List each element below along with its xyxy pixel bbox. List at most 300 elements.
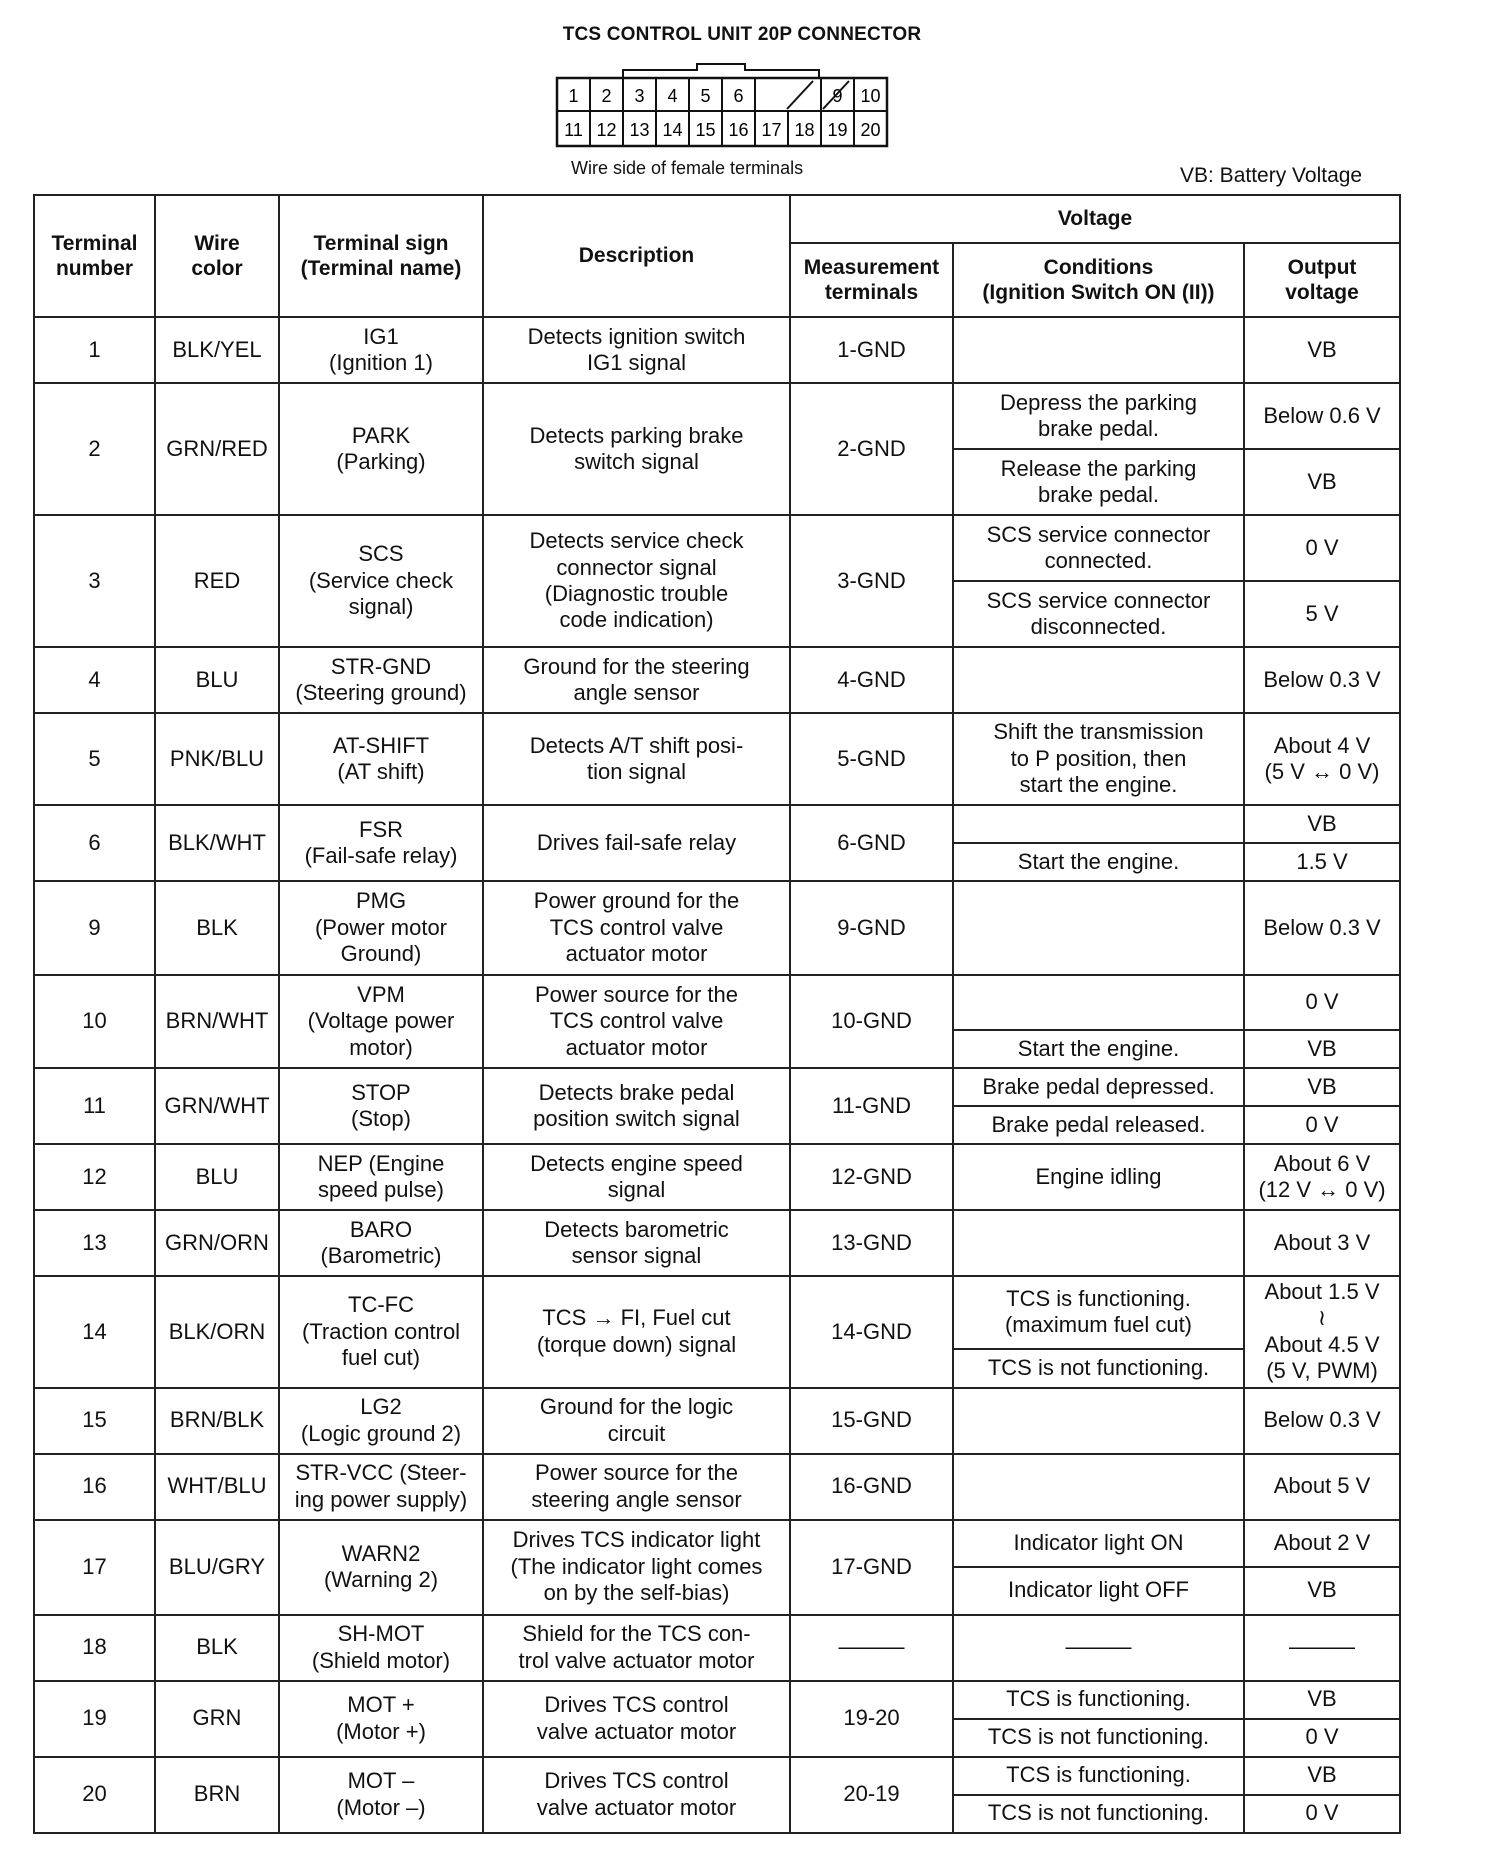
output-voltage-cell xyxy=(1244,881,1400,975)
cell-line: IG1 xyxy=(363,323,399,349)
measurement-cell: 17-GND xyxy=(790,1520,953,1615)
terminal-sign-cell xyxy=(279,1144,483,1210)
measurement-cell: 20-19 xyxy=(790,1757,953,1833)
cell-line: start the engine. xyxy=(1019,772,1178,798)
condition-cell xyxy=(953,1030,1244,1068)
cell-line: to P position, then xyxy=(1010,745,1187,771)
cell-line: (Motor –) xyxy=(336,1794,426,1820)
output-voltage-cell xyxy=(1244,1757,1400,1795)
output-voltage-cell xyxy=(1244,317,1400,383)
description-cell xyxy=(483,1615,790,1681)
cell-line: About 6 V xyxy=(1273,1150,1371,1176)
cell-line: Detects parking brake xyxy=(529,422,744,448)
cell-line: LG2 xyxy=(360,1394,402,1420)
cell-line: BARO xyxy=(349,1216,413,1242)
cell-line: VB xyxy=(1307,810,1337,836)
terminal-number-cell: 14 xyxy=(34,1276,155,1388)
wire-color-cell: BLK/YEL xyxy=(155,317,279,383)
terminal-number-cell: 13 xyxy=(34,1210,155,1276)
terminal-number-cell: 1 xyxy=(34,317,155,383)
cell-line: Power source for the xyxy=(535,1460,738,1486)
measurement-cell: 13-GND xyxy=(790,1210,953,1276)
wire-color-cell: BLK/ORN xyxy=(155,1276,279,1388)
cell-line: VB xyxy=(1307,1073,1337,1099)
cell-line: Release the parking xyxy=(1000,455,1197,481)
wire-color-cell: BLK xyxy=(155,1615,279,1681)
wire-color-cell: BLU/GRY xyxy=(155,1520,279,1615)
condition-cell xyxy=(953,581,1244,647)
condition-cell xyxy=(953,975,1244,1030)
measurement-cell: 2-GND xyxy=(790,383,953,515)
connector-pin-label: 19 xyxy=(827,120,848,140)
wire-color-cell: GRN/WHT xyxy=(155,1068,279,1144)
cell-line: sensor signal xyxy=(571,1243,702,1268)
cell-line: Detects barometric xyxy=(544,1216,729,1242)
cell-line: ing power supply) xyxy=(294,1486,468,1512)
cell-line: (Voltage power xyxy=(307,1008,455,1034)
condition-cell xyxy=(953,1388,1244,1454)
cell-line: (Traction control xyxy=(301,1318,461,1344)
output-voltage-cell xyxy=(1244,1388,1400,1454)
cell-line: WARN2 xyxy=(341,1540,421,1566)
wire-color-cell: BRN xyxy=(155,1757,279,1833)
cell-line: VB xyxy=(1307,336,1337,362)
cell-line: AT-SHIFT xyxy=(332,732,430,758)
cell-line: Depress the parking xyxy=(1000,389,1197,415)
terminal-number-cell: 11 xyxy=(34,1068,155,1144)
terminal-sign-cell xyxy=(279,1681,483,1757)
description-cell xyxy=(483,1388,790,1454)
cell-line: PMG xyxy=(355,888,407,914)
cell-line: code indication) xyxy=(559,607,714,633)
header-output: Output voltage xyxy=(1244,243,1400,317)
connector-pin-label: 18 xyxy=(794,120,815,140)
cell-line: Shift the transmission xyxy=(993,719,1204,745)
condition-cell xyxy=(953,881,1244,975)
connector-pin-label: 9 xyxy=(832,86,843,106)
cell-line: Detects A/T shift posi- xyxy=(529,732,744,758)
connector-pin-label: 14 xyxy=(662,120,683,140)
cell-line: TCS → FI, Fuel cut xyxy=(542,1305,731,1331)
cell-line: About 4.5 V xyxy=(1264,1331,1380,1357)
cell-line: 0 V xyxy=(1305,1111,1339,1137)
description-cell xyxy=(483,713,790,805)
output-voltage-cell xyxy=(1244,1030,1400,1068)
vb-legend: VB: Battery Voltage xyxy=(1180,164,1363,187)
cell-line: MOT – xyxy=(347,1768,415,1794)
cell-line: 0 V xyxy=(1305,1724,1339,1750)
cell-line: TCS is not functioning. xyxy=(987,1724,1210,1750)
wire-color-cell: GRN xyxy=(155,1681,279,1757)
cell-line: Ground for the steering xyxy=(523,653,750,679)
cell-line: (Power motor xyxy=(314,914,448,940)
output-voltage-cell xyxy=(1244,1106,1400,1144)
output-voltage-cell xyxy=(1244,1144,1400,1210)
cell-line: (Ignition 1) xyxy=(329,350,433,375)
connector-pin-label: 12 xyxy=(596,120,617,140)
cell-line: (Shield motor) xyxy=(311,1647,451,1673)
cell-line: ——— xyxy=(1065,1634,1132,1660)
cell-line: IG1 signal xyxy=(586,350,687,375)
cell-line: (Warning 2) xyxy=(323,1567,439,1593)
cell-line: Detects brake pedal xyxy=(538,1079,735,1105)
condition-cell xyxy=(953,1719,1244,1757)
cell-line: (Parking) xyxy=(336,449,426,474)
condition-cell xyxy=(953,1144,1244,1210)
condition-cell xyxy=(953,515,1244,581)
cell-line: connected. xyxy=(1044,548,1153,573)
cell-line: (Fail-safe relay) xyxy=(304,843,458,868)
cell-line: Power ground for the xyxy=(533,888,740,914)
cell-line: STR-GND xyxy=(330,653,432,679)
condition-cell xyxy=(953,1520,1244,1567)
connector-pin-label: 11 xyxy=(564,120,583,140)
cell-line: (Service check xyxy=(308,567,454,593)
cell-line: Ground for the logic xyxy=(539,1394,734,1420)
wire-color-cell: PNK/BLU xyxy=(155,713,279,805)
measurement-cell: 5-GND xyxy=(790,713,953,805)
table-row xyxy=(34,1210,1400,1276)
wire-color-cell: WHT/BLU xyxy=(155,1454,279,1520)
cell-line: TC-FC xyxy=(348,1292,414,1318)
output-voltage-cell xyxy=(1244,1567,1400,1615)
description-cell xyxy=(483,317,790,383)
cell-line: trol valve actuator motor xyxy=(518,1647,755,1673)
description-cell xyxy=(483,647,790,713)
cell-line: About 2 V xyxy=(1273,1529,1371,1555)
condition-cell xyxy=(953,1757,1244,1795)
cell-line: 0 V xyxy=(1305,1800,1339,1826)
terminal-sign-cell xyxy=(279,647,483,713)
description-cell xyxy=(483,1210,790,1276)
table-row xyxy=(34,383,1400,449)
cell-line: tion signal xyxy=(586,759,687,784)
header-measurement: Measurement terminals xyxy=(790,243,953,317)
cell-line: Below 0.3 V xyxy=(1263,666,1381,692)
cell-line: Indicator light ON xyxy=(1013,1529,1184,1555)
cell-line: PARK xyxy=(351,422,411,448)
connector-pin-label: 16 xyxy=(728,120,749,140)
terminal-table xyxy=(33,194,1401,1834)
cell-line: TCS control valve xyxy=(549,914,724,940)
table-row xyxy=(34,1615,1400,1681)
cell-line: disconnected. xyxy=(1030,614,1167,639)
description-cell xyxy=(483,881,790,975)
terminal-sign-cell xyxy=(279,1210,483,1276)
terminal-sign-cell xyxy=(279,975,483,1068)
description-cell xyxy=(483,383,790,515)
table-row xyxy=(34,713,1400,805)
cell-line: Drives TCS indicator light xyxy=(512,1527,761,1553)
cell-line: TCS control valve xyxy=(549,1008,724,1034)
cell-line: actuator motor xyxy=(565,941,708,967)
cell-line: VPM xyxy=(357,981,405,1007)
table-row xyxy=(34,515,1400,581)
output-voltage-cell xyxy=(1244,647,1400,713)
cell-line: Below 0.3 V xyxy=(1263,914,1381,940)
terminal-sign-cell xyxy=(279,1454,483,1520)
measurement-cell: 6-GND xyxy=(790,805,953,881)
connector-pin-label: 3 xyxy=(634,86,645,106)
output-voltage-cell xyxy=(1244,713,1400,805)
wire-color-cell: RED xyxy=(155,515,279,647)
cell-line: Brake pedal released. xyxy=(991,1111,1206,1137)
condition-cell xyxy=(953,1615,1244,1681)
cell-line: valve actuator motor xyxy=(536,1794,737,1820)
cell-line: brake pedal. xyxy=(1037,482,1160,507)
cell-line: (torque down) signal xyxy=(536,1331,737,1357)
connector-pin-label: 13 xyxy=(629,120,650,140)
condition-cell xyxy=(953,317,1244,383)
condition-cell xyxy=(953,1349,1244,1388)
output-voltage-cell xyxy=(1244,1210,1400,1276)
terminal-number-cell: 10 xyxy=(34,975,155,1068)
cell-line: Shield for the TCS con- xyxy=(522,1621,751,1647)
measurement-cell: 12-GND xyxy=(790,1144,953,1210)
cell-line: fuel cut) xyxy=(341,1344,421,1370)
output-voltage-cell xyxy=(1244,1454,1400,1520)
measurement-cell: 4-GND xyxy=(790,647,953,713)
terminal-sign-cell xyxy=(279,1520,483,1615)
condition-cell xyxy=(953,1795,1244,1833)
terminal-sign-cell xyxy=(279,1068,483,1144)
terminal-sign-cell xyxy=(279,1276,483,1388)
terminal-sign-cell xyxy=(279,317,483,383)
description-cell xyxy=(483,1454,790,1520)
output-voltage-cell xyxy=(1244,383,1400,449)
cell-line: About 5 V xyxy=(1273,1473,1371,1499)
cell-line: SCS service connector xyxy=(986,521,1211,547)
measurement-cell: ——— xyxy=(790,1615,953,1681)
table-row xyxy=(34,1757,1400,1795)
cell-line: Drives TCS control xyxy=(544,1692,729,1718)
cell-line: Power source for the xyxy=(535,981,738,1007)
cell-line: 0 V xyxy=(1305,989,1339,1015)
cell-line: VB xyxy=(1307,1577,1337,1603)
measurement-cell: 14-GND xyxy=(790,1276,953,1388)
cell-line: TCS is functioning. xyxy=(1006,1285,1191,1311)
header-description: Description xyxy=(483,195,790,317)
cell-line: About 3 V xyxy=(1273,1229,1371,1255)
connector-pin-label: 5 xyxy=(700,86,711,106)
terminal-number-cell: 9 xyxy=(34,881,155,975)
cell-line: MOT + xyxy=(347,1692,415,1718)
description-cell xyxy=(483,515,790,647)
output-voltage-cell xyxy=(1244,581,1400,647)
cell-line: on by the self-bias) xyxy=(543,1580,730,1606)
output-voltage-cell xyxy=(1244,1681,1400,1719)
cell-line: 0 V xyxy=(1305,534,1339,560)
cell-line: SCS xyxy=(358,541,404,567)
cell-line: Start the engine. xyxy=(1017,1035,1180,1061)
cell-line: brake pedal. xyxy=(1037,416,1160,441)
description-cell xyxy=(483,1276,790,1388)
measurement-cell: 19-20 xyxy=(790,1681,953,1757)
cell-line: Indicator light OFF xyxy=(1008,1577,1189,1603)
description-cell xyxy=(483,1681,790,1757)
terminal-number-cell: 6 xyxy=(34,805,155,881)
output-voltage-cell xyxy=(1244,1276,1400,1388)
condition-cell xyxy=(953,1454,1244,1520)
table-row xyxy=(34,881,1400,975)
measurement-cell: 3-GND xyxy=(790,515,953,647)
cell-line: connector signal xyxy=(556,554,717,580)
output-voltage-cell xyxy=(1244,1719,1400,1757)
connector-pin-label: 20 xyxy=(860,120,881,140)
header-terminal-sign: Terminal sign (Terminal name) xyxy=(279,195,483,317)
connector-pin-label: 17 xyxy=(761,120,782,140)
cell-line: (12 V ↔ 0 V) xyxy=(1258,1177,1386,1202)
cell-line: TCS is functioning. xyxy=(1006,1762,1191,1788)
cell-line: motor) xyxy=(349,1034,413,1060)
cell-line: (5 V ↔ 0 V) xyxy=(1264,759,1380,784)
cell-line: 5 V xyxy=(1305,600,1339,626)
wire-color-cell: BRN/BLK xyxy=(155,1388,279,1454)
cell-line: (Motor +) xyxy=(336,1718,426,1744)
connector-pin-label: 1 xyxy=(568,86,579,106)
cell-line: VB xyxy=(1307,468,1337,494)
cell-line: Engine idling xyxy=(1035,1163,1162,1189)
cell-line: SCS service connector xyxy=(986,587,1211,613)
wire-color-cell: GRN/RED xyxy=(155,383,279,515)
table-row xyxy=(34,1681,1400,1719)
terminal-number-cell: 12 xyxy=(34,1144,155,1210)
cell-line: (The indicator light comes xyxy=(510,1553,763,1579)
terminal-sign-cell xyxy=(279,805,483,881)
cell-line: VB xyxy=(1307,1035,1337,1061)
table-row xyxy=(34,1144,1400,1210)
connector-pin-label: 10 xyxy=(860,86,881,106)
cell-line: FSR xyxy=(359,816,403,842)
cell-line: (AT shift) xyxy=(337,759,425,784)
connector-diagram xyxy=(555,60,895,150)
cell-line: signal) xyxy=(348,594,414,620)
condition-cell xyxy=(953,647,1244,713)
terminal-number-cell: 18 xyxy=(34,1615,155,1681)
header-conditions: Conditions (Ignition Switch ON (II)) xyxy=(953,243,1244,317)
wire-color-cell: BRN/WHT xyxy=(155,975,279,1068)
measurement-cell: 1-GND xyxy=(790,317,953,383)
condition-cell xyxy=(953,1567,1244,1615)
cell-line: NEP (Engine xyxy=(317,1150,445,1176)
cell-line: (Barometric) xyxy=(320,1243,442,1268)
terminal-number-cell: 17 xyxy=(34,1520,155,1615)
cell-line: VB xyxy=(1307,1686,1337,1712)
table-row xyxy=(34,1388,1400,1454)
cell-line: Below 0.6 V xyxy=(1263,402,1381,428)
terminal-number-cell: 5 xyxy=(34,713,155,805)
condition-cell xyxy=(953,843,1244,881)
table-row xyxy=(34,975,1400,1030)
terminal-sign-cell xyxy=(279,515,483,647)
condition-cell xyxy=(953,713,1244,805)
condition-cell xyxy=(953,1106,1244,1144)
cell-line: Detects ignition switch xyxy=(527,323,746,349)
description-cell xyxy=(483,975,790,1068)
terminal-sign-cell xyxy=(279,1615,483,1681)
table-row xyxy=(34,805,1400,843)
terminal-sign-cell xyxy=(279,1388,483,1454)
output-voltage-cell xyxy=(1244,1068,1400,1106)
connector-pin-label: 2 xyxy=(601,86,612,106)
header-terminal-number: Terminal number xyxy=(34,195,155,317)
description-cell xyxy=(483,1757,790,1833)
cell-line: (Diagnostic trouble xyxy=(544,581,729,606)
output-voltage-cell xyxy=(1244,1795,1400,1833)
cell-line: TCS is not functioning. xyxy=(987,1354,1210,1380)
condition-cell xyxy=(953,1210,1244,1276)
table-row xyxy=(34,1454,1400,1520)
cell-line: SH-MOT xyxy=(337,1621,425,1647)
terminal-sign-cell xyxy=(279,881,483,975)
cell-line: (5 V, PWM) xyxy=(1266,1358,1378,1384)
cell-line: Ground) xyxy=(340,941,422,967)
measurement-cell: 16-GND xyxy=(790,1454,953,1520)
cell-line: About 1.5 V xyxy=(1264,1279,1380,1304)
output-voltage-cell xyxy=(1244,449,1400,515)
wire-color-cell: GRN/ORN xyxy=(155,1210,279,1276)
cell-line: Drives TCS control xyxy=(544,1768,729,1794)
cell-line: TCS is not functioning. xyxy=(987,1800,1210,1826)
terminal-number-cell: 2 xyxy=(34,383,155,515)
connector-pin-label: 4 xyxy=(667,86,678,106)
condition-cell xyxy=(953,1068,1244,1106)
condition-cell xyxy=(953,383,1244,449)
cell-line: signal xyxy=(607,1177,666,1202)
cell-line: Brake pedal depressed. xyxy=(982,1073,1215,1099)
condition-cell xyxy=(953,805,1244,843)
table-row xyxy=(34,647,1400,713)
cell-line: (maximum fuel cut) xyxy=(1004,1312,1193,1338)
cell-line: About 4 V xyxy=(1273,732,1371,758)
wire-color-cell: BLK/WHT xyxy=(155,805,279,881)
cell-line: circuit xyxy=(607,1420,666,1446)
condition-cell xyxy=(953,1276,1244,1349)
table-row xyxy=(34,1520,1400,1567)
description-cell xyxy=(483,1068,790,1144)
description-cell xyxy=(483,805,790,881)
table-row xyxy=(34,317,1400,383)
cell-line: angle sensor xyxy=(573,680,700,705)
condition-cell xyxy=(953,449,1244,515)
cell-line: STR-VCC (Steer- xyxy=(295,1460,467,1486)
output-voltage-cell xyxy=(1244,843,1400,881)
terminal-sign-cell xyxy=(279,1757,483,1833)
terminal-number-cell: 19 xyxy=(34,1681,155,1757)
terminal-number-cell: 16 xyxy=(34,1454,155,1520)
cell-line: 1.5 V xyxy=(1296,848,1348,874)
cell-line: actuator motor xyxy=(565,1034,708,1060)
cell-line: ≀ xyxy=(1317,1305,1327,1331)
terminal-number-cell: 15 xyxy=(34,1388,155,1454)
page-title: TCS CONTROL UNIT 20P CONNECTOR xyxy=(562,24,922,45)
cell-line: (Logic ground 2) xyxy=(300,1420,462,1446)
header-voltage: Voltage xyxy=(790,195,1400,243)
connector-caption: Wire side of female terminals xyxy=(571,158,804,178)
cell-line: (Steering ground) xyxy=(295,680,467,705)
cell-line: speed pulse) xyxy=(318,1177,444,1202)
wire-color-cell: BLU xyxy=(155,647,279,713)
cell-line: (Stop) xyxy=(351,1106,411,1131)
terminal-number-cell: 4 xyxy=(34,647,155,713)
terminal-sign-cell xyxy=(279,383,483,515)
description-cell xyxy=(483,1520,790,1615)
measurement-cell: 10-GND xyxy=(790,975,953,1068)
cell-line: Detects engine speed xyxy=(530,1150,743,1176)
cell-line: Start the engine. xyxy=(1017,848,1180,874)
cell-line: position switch signal xyxy=(533,1106,740,1131)
output-voltage-cell xyxy=(1244,1520,1400,1567)
